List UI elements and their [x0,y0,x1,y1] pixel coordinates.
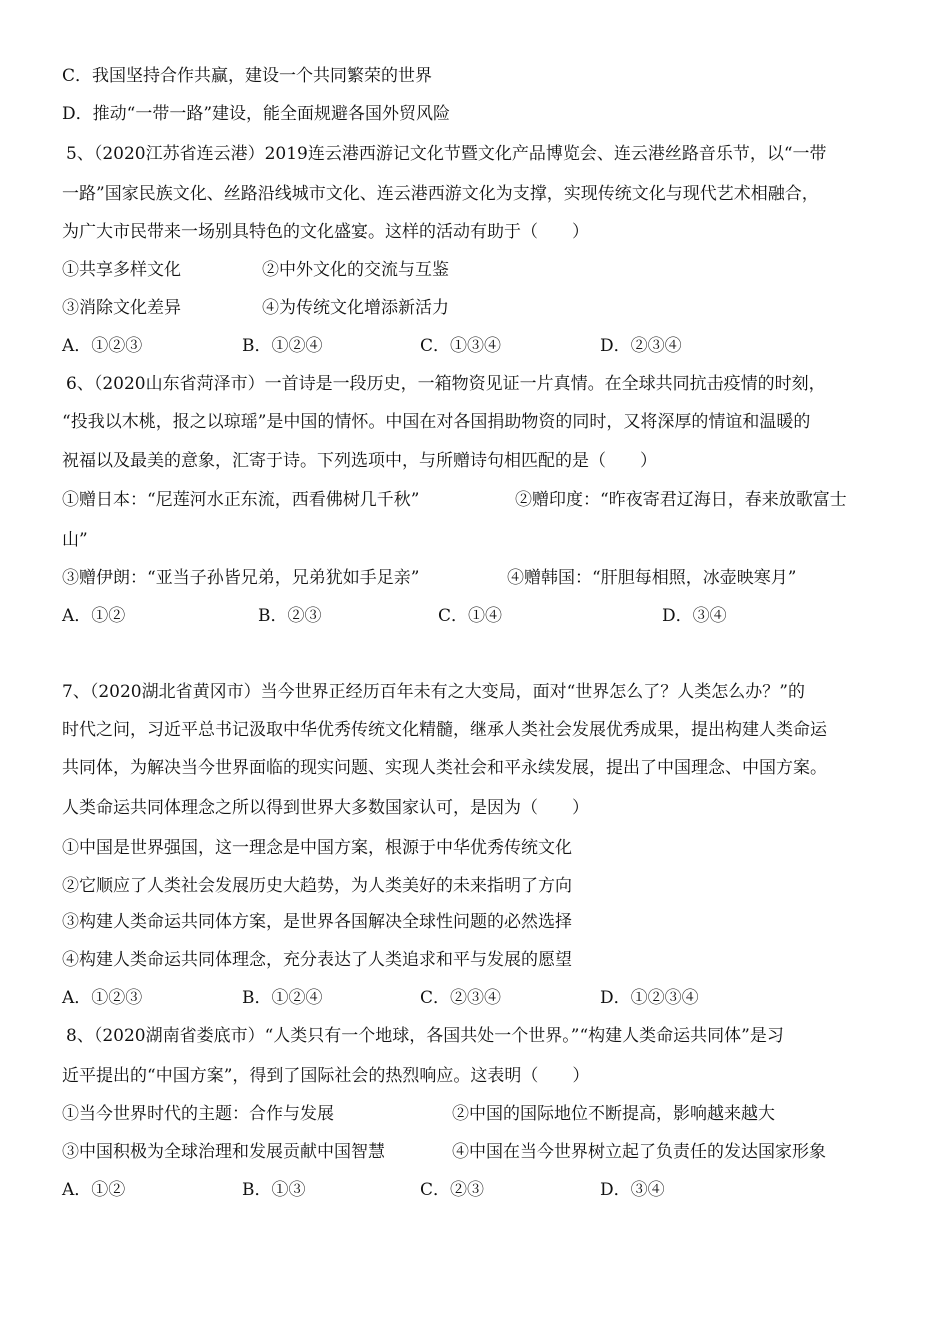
q7-option-d: D．①②③④ [600,988,699,1008]
q8-item: ②中国的国际地位不断提高，影响越来越大 [452,1104,775,1124]
q5-option-b: B．①②④ [242,336,323,356]
q7-option-c: C．②③④ [420,988,502,1008]
q6-stem-line: 6、（2020山东省菏泽市）一首诗是一段历史，一箱物资见证一片真情。在全球共同抗击疫情的时刻， [66,374,826,394]
q7-item: ①中国是世界强国，这一理念是中国方案，根源于中华优秀传统文化 [62,838,572,858]
q8-option-a: A．①② [62,1180,126,1200]
q6-option-d: D．③④ [662,606,727,626]
q6-stem-line: “投我以木桃，报之以琼瑶”是中国的情怀。中国在对各国捐助物资的同时，又将深厚的情谊和温暖的 [62,412,811,432]
q7-option-a: A．①②③ [62,988,143,1008]
q6-option-c: C．①④ [438,606,503,626]
q5-option-a: A．①②③ [62,336,143,356]
q7-stem-line: 共同体，为解决当今世界面临的现实问题、实现人类社会和平永续发展，提出了中国理念、中国方案。 [62,758,827,778]
q7-stem-line: 7、（2020湖北省黄冈市）当今世界正经历百年未有之大变局，面对“世界怎么了？人类怎么办？”的 [62,682,805,702]
q5-item: ②中外文化的交流与互鉴 [262,260,449,280]
q6-option-a: A．①② [62,606,126,626]
q8-item: ①当今世界时代的主题：合作与发展 [62,1104,334,1124]
q4-option-d: D．推动“一带一路”建设，能全面规避各国外贸风险 [62,104,451,124]
q6-stem-line: 祝福以及最美的意象，汇寄于诗。下列选项中，与所赠诗句相匹配的是（ ） [62,451,657,471]
q6-item: ③赠伊朗：“亚当子孙皆兄弟，兄弟犹如手足亲” [62,568,420,588]
q5-option-d: D．②③④ [600,336,682,356]
q4-option-c: C．我国坚持合作共赢，建设一个共同繁荣的世界 [62,66,433,86]
q7-stem-line: 人类命运共同体理念之所以得到世界大多数国家认可，是因为（ ） [62,798,589,818]
q6-item: ②赠印度：“昨夜寄君辽海日，春来放歌富士 [515,490,847,510]
q6-option-b: B．②③ [258,606,322,626]
q8-option-c: C．②③ [420,1180,485,1200]
q8-option-b: B．①③ [242,1180,306,1200]
q5-option-c: C．①③④ [420,336,502,356]
q7-stem-line: 时代之问，习近平总书记汲取中华优秀传统文化精髓，继承人类社会发展优秀成果，提出构建人类命运 [62,720,827,740]
q7-option-b: B．①②④ [242,988,323,1008]
q8-item: ③中国积极为全球治理和发展贡献中国智慧 [62,1142,385,1162]
q5-item: ③消除文化差异 [62,298,181,318]
q5-item: ①共享多样文化 [62,260,181,280]
q7-item: ④构建人类命运共同体理念，充分表达了人类追求和平与发展的愿望 [62,950,572,970]
q8-stem-line: 8、（2020湖南省娄底市）“人类只有一个地球，各国共处一个世界。”“构建人类命运共同体”是习 [66,1026,784,1046]
q6-item: ④赠韩国：“肝胆每相照，冰壶映寒月” [507,568,797,588]
q7-item: ③构建人类命运共同体方案，是世界各国解决全球性问题的必然选择 [62,912,572,932]
q8-stem-line: 近平提出的“中国方案”，得到了国际社会的热烈响应。这表明（ ） [62,1066,590,1086]
q5-stem-line: 一路”国家民族文化、丝路沿线城市文化、连云港西游文化为支撑，实现传统文化与现代艺术相融合， [62,184,819,204]
q6-item-continuation: 山” [62,530,88,550]
q5-stem-line: 为广大市民带来一场别具特色的文化盛宴。这样的活动有助于（ ） [62,222,589,242]
q7-item: ②它顺应了人类社会发展历史大趋势，为人类美好的未来指明了方向 [62,876,572,896]
q5-item: ④为传统文化增添新活力 [262,298,449,318]
q8-item: ④中国在当今世界树立起了负责任的发达国家形象 [452,1142,826,1162]
q8-option-d: D．③④ [600,1180,665,1200]
q6-item: ①赠日本：“尼莲河水正东流，西看佛树几千秋” [62,490,420,510]
q5-stem-line: 5、（2020江苏省连云港）2019连云港西游记文化节暨文化产品博览会、连云港丝路音乐节，以“一带 [66,144,827,164]
